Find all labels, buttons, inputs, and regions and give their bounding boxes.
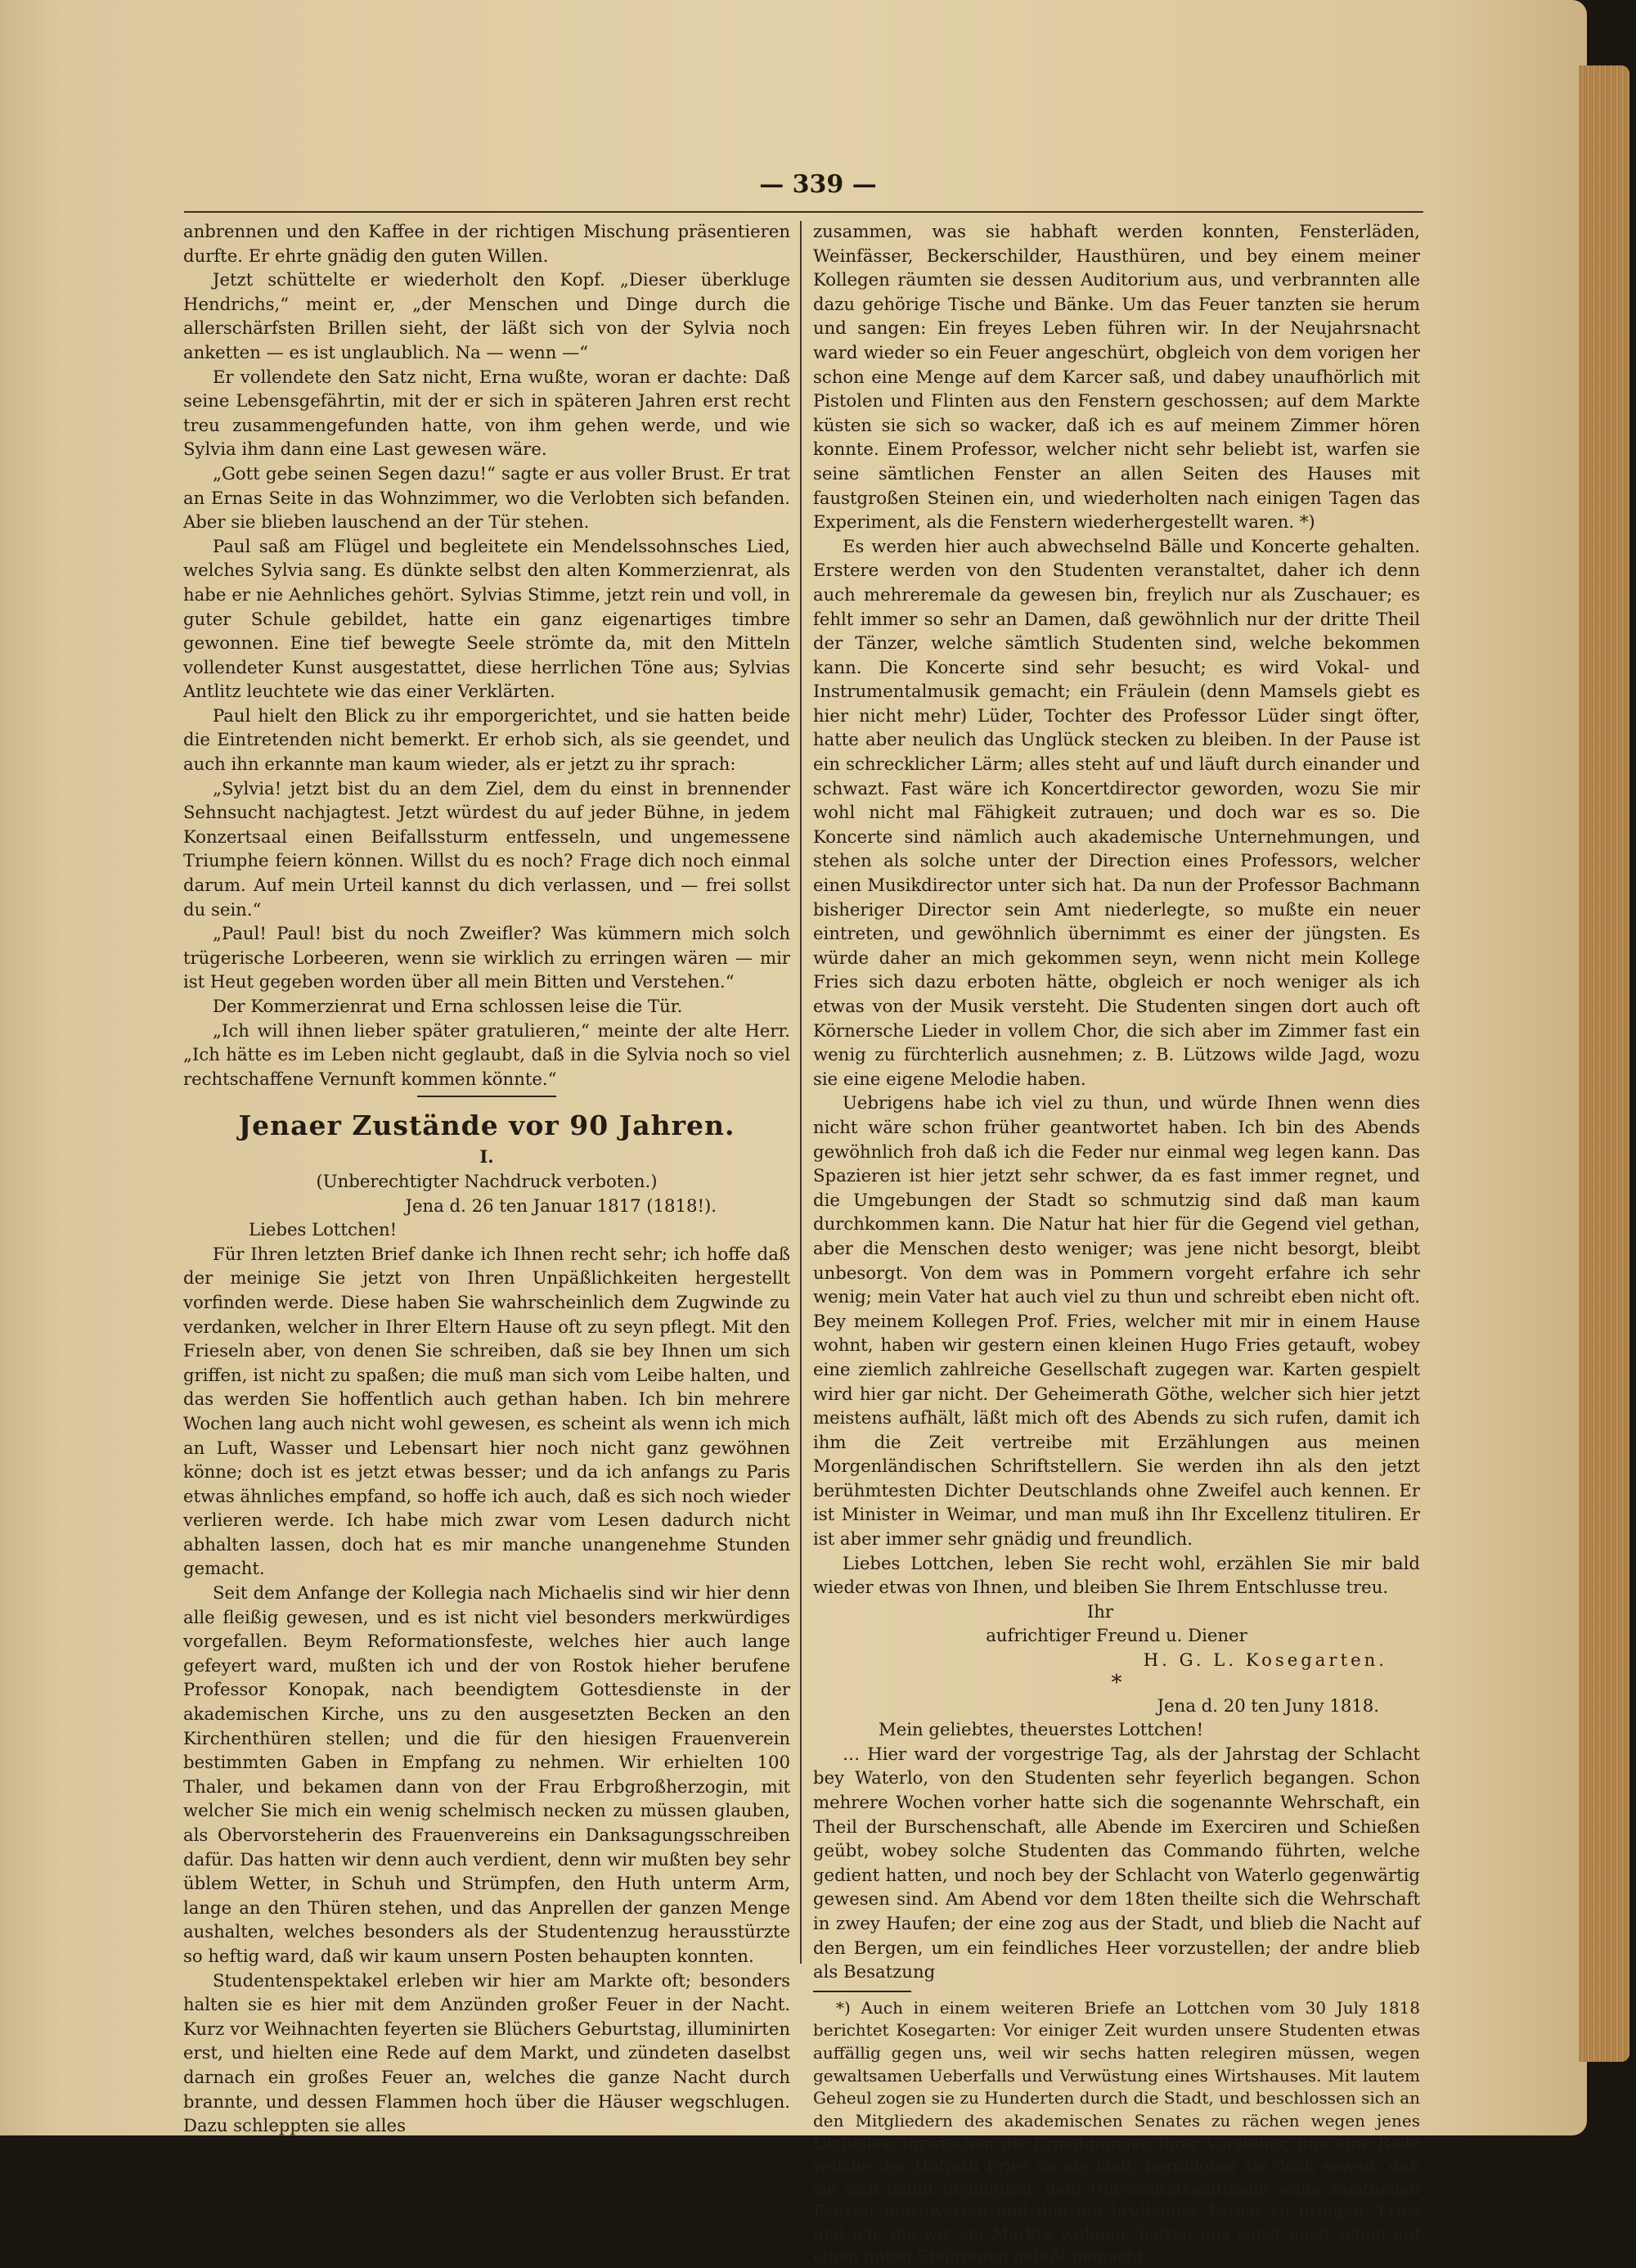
closing: Ihr [1086, 1600, 1114, 1622]
footnote-text: *) Auch in einem weiteren Briefe an Lottchen vom 30 July 1818 berichtet Kosegarten: Vor einiger Zeit wurden unsere Studenten etwas auffällig gegen uns, weil wir sechs hatten relegiren müssen, wegen gewaltsamen Ueberfalls und Verwüstung eines Wirtshauses. Mit lautem Geheul zogen sie zu Hunderten durch die Stadt, und beschlossen sich an den Mitgliedern des akademischen Senates zu rächen wegen jenes Urtheiles; inzwischen die Ermahnungen ihrer Vorsteher, und eine Rede welche der Hofrath Fries an sie hielt, beruhigten sie doch soweit, daß sie sich damit begnügten, dem Universitätsamtmann seine sämtlichen Fenster einzuwerfen und ihm ein brüllendes Pereat zu bringen. Fries und ich, die wir am Markte wohnen, hatten uns sonst auch schon auf einen guten Steinregen gefaßt gemacht. [813, 1997, 1420, 2266]
greeting: Mein geliebtes, theuerstes Lottchen! [879, 1719, 1204, 1740]
section-rule [417, 1096, 556, 1097]
paragraph: Jetzt schüttelte er wiederholt den Kopf. „Dieser überkluge Hendrichs,“ meint er, „der Menschen und Dinge durch die allerschärfsten Brillen sieht, der läßt sich von der Sylvia noch anketten — es ist unglaublich. Na — wenn —“ [183, 269, 790, 362]
page-edges [1579, 65, 1629, 2062]
reprint-note: (Unberechtigter Nachdruck verboten.) [316, 1170, 658, 1191]
article-title: Jenaer Zustände vor 90 Jahren. [238, 1109, 735, 1142]
paragraph: anbrennen und den Kaffee in der richtigen Mischung präsentieren durfte. Er ehrte gnädig den guten Willen. [183, 221, 790, 266]
column-divider [800, 221, 802, 1964]
page-number: — 339 — [759, 170, 877, 199]
paragraph: Für Ihren letzten Brief danke ich Ihnen recht sehr; ich hoffe daß der meinige Sie jetzt von Ihren Unpäßlichkeiten hergestellt vorfinden werde. Diese haben Sie wahrscheinlich dem Zugwinde zu verdanken, welcher in Ihrer Eltern Hause oft zu seyn pflegt. Mit den Frieseln aber, von denen Sie schreiben, daß sie bey Ihnen um sich griffen, ist nicht zu spaßen; die muß man sich vom Leibe halten, und das werden Sie hoffentlich auch gethan haben. Ich bin mehrere Wochen lang auch nicht wohl gewesen, es scheint als wenn ich mich an Luft, Wasser und Lebensart hier noch nicht ganz gewöhnen könne; doch ist es jetzt etwas besser; und da ich anfangs zu Paris etwas ähnliches empfand, so hoffe ich auch, daß es sich noch wieder verlieren werde. Ich habe mich zwar vom Lesen dadurch nicht abhalten lassen, doch hat es mir manche unangenehme Stunden gemacht. [183, 1243, 790, 1579]
paragraph: Seit dem Anfange der Kollegia nach Michaelis sind wir hier denn alle fleißig gewesen, und es ist nicht viel besonders merkwürdiges vorgefallen. Beym Reformationsfeste, welches hier auch lange gefeyert ward, mußten ich und der von Rostok hieher berufene Professor Konopak, nach beendigtem Gottesdienste in der akademischen Kirche, uns zu den ausgesetzten Becken an den Kirchenthüren stellen; und die für den hiesigen Frauenverein bestimmten Gaben in Empfang zu nehmen. Wir erhielten 100 Thaler, und bekamen dann von der Frau Erbgroßherzogin, mit welcher Sie mich ein wenig schelmisch necken zu müssen glauben, als Obervorsteherin des Frauenvereins ein Danksagungsschreiben dafür. Das hatten wir denn auch verdient, denn wir mußten bey sehr üblem Wetter, in Schuh und Strümpfen, den Huth unterm Arm, lange an den Thüren stehen, und das Anprellen der ganzen Menge aushalten, welches besonders als der Studentenzug herausstürzte so heftig ward, daß wir kaum unsern Posten behaupten konnten. [183, 1582, 790, 1966]
paragraph: Paul hielt den Blick zu ihr emporgerichtet, und sie hatten beide die Eintretenden nicht bemerkt. Er erhob sich, als sie geendet, und auch ihn erkannte man kaum wieder, als er jetzt zu ihr sprach: [183, 704, 790, 775]
paragraph: … Hier ward der vorgestrige Tag, als der Jahrstag der Schlacht bey Waterlo, von den Studenten sehr feyerlich begangen. Schon mehrere Wochen vorher hatte sich die sogenannte Wehrschaft, ein Theil der Burschenschaft, alle Abende im Exerciren und Schießen geübt, wobey solche Studenten das Commando führten, welche gedient hatten, und noch bey der Schlacht von Waterlo gegenwärtig gewesen sind. Am Abend vor dem 18ten theilte sich die Wehrschaft in zwey Haufen; der eine zog aus der Stadt, und blieb die Nacht auf den Bergen, um ein feindliches Heer vorzustellen; der andre blieb als Besatzung [813, 1743, 1420, 1982]
greeting: Liebes Lottchen! [249, 1219, 398, 1240]
paragraph: Studentenspektakel erleben wir hier am Markte oft; besonders halten sie es hier mit dem Anzünden großer Feuer in der Nacht. Kurz vor Weihnachten feyerten sie Blüchers Geburtstag, illuminirten erst, und hielten eine Rede auf dem Markt, und zündeten daselbst darnach ein großes Feuer an, welches die ganze Nacht durch brannte, und dessen Flammen hoch über die Häuser wegschlugen. Dazu schleppten sie alles [183, 1969, 790, 2136]
paragraph: Der Kommerzienrat und Erna schlossen leise die Tür. [213, 996, 683, 1016]
dateline: Jena d. 20 ten Juny 1818. [1157, 1694, 1379, 1716]
dateline: Jena d. 26 ten Januar 1817 (1818!). [405, 1195, 717, 1216]
article-part: I. [479, 1146, 494, 1168]
signature-name: H. G. L. Kosegarten. [1143, 1649, 1387, 1671]
right-column [813, 219, 1420, 2268]
header-rule [184, 211, 1423, 213]
paragraph: Er vollendete den Satz nicht, Erna wußte, woran er dachte: Daß seine Lebensgefährtin, mit der er sich in späteren Jahren erst recht treu zusammengefunden hatte, von ihm gehen werde, und wie Sylvia ihm dann eine Last gewesen wäre. [183, 366, 790, 460]
left-column [183, 219, 790, 2138]
paragraph: zusammen, was sie habhaft werden konnten, Fensterläden, Weinfässer, Beckerschilder, Hausthüren, und bey einem meiner Kollegen räumten sie dessen Auditorium aus, und verbrannten alle dazu gehörige Tische und Bänke. Um das Feuer tanzten sie herum und sangen: Ein freyes Leben führen wir. In der Neujahrsnacht ward wieder so ein Feuer angeschürt, obgleich von dem vorigen her schon eine Menge auf dem Karcer saß, und dabey unaufhörlich mit Pistolen und Flinten aus den Fenstern geschossen; auf dem Markte küsten sie sich so wacker, daß ich es auf meinem Zimmer hören konnte. Einem Professor, welcher nicht sehr beliebt ist, warfen sie seine sämtlichen Fenster an allen Seiten des Hauses mit faustgroßen Steinen ein, und wiederholten nach einigen Tagen das Experiment, als die Fenstern wiederhergestellt waren. *) [813, 221, 1420, 533]
paragraph: „Ich will ihnen lieber später gratulieren,“ meinte der alte Herr. „Ich hätte es im Leben nicht geglaubt, daß in die Sylvia noch so viel rechtschaffene Vernunft kommen könnte.“ [183, 1019, 790, 1089]
footnote [813, 1997, 1420, 2268]
paragraph: „Paul! Paul! bist du noch Zweifler? Was kümmern mich solch trügerische Lorbeeren, wenn sie wirklich zu erringen wären — mir ist Heut gegeben worden über all mein Bitten und Verstehen.“ [183, 923, 790, 992]
paragraph: „Sylvia! jetzt bist du an dem Ziel, dem du einst in brennender Sehnsucht nachjagtest. Jetzt würdest du auf jeder Bühne, in jedem Konzertsaal einen Beifallssturm entfesseln, und ungemessene Triumphe feiern können. Willst du es noch? Frage dich noch einmal darum. Auf mein Urteil kannst du dich verlassen, und — frei sollst du sein.“ [183, 777, 790, 920]
paragraph: „Gott gebe seinen Segen dazu!“ sagte er aus voller Brust. Er trat an Ernas Seite in das Wohnzimmer, wo die Verlobten sich befanden. Aber sie blieben lauschend an der Tür stehen. [183, 462, 790, 533]
paragraph: Es werden hier auch abwechselnd Bälle und Koncerte gehalten. Erstere werden von den Studenten veranstaltet, daher ich denn auch mehreremale da gewesen bin, freylich nur als Zuschauer; es fehlt immer so sehr an Damen, daß gewöhnlich nur der dritte Theil der Tänzer, welche sämtlich Studenten sind, welche bekommen kann. Die Koncerte sind sehr besucht; es wird Vokal- und Instrumentalmusik gemacht; ein Fräulein (denn Mamsels giebt es hier nicht mehr) Lüder, Tochter des Professor Lüder singt öfter, hatte aber neulich das Unglück stecken zu bleiben. In der Pause ist ein schrecklicher Lärm; alles steht auf und läuft durch einander und schwazt. Fast wäre ich Koncertdirector geworden, wozu Sie mir wohl nicht mal Fähigkeit zutrauen; und doch war es so. Die Koncerte sind nämlich auch akademische Unternehmungen, und stehen als solche unter der Direction eines Professors, welcher einen Musikdirector unter sich hat. Da nun der Professor Bachmann bisheriger Director sein Amt niederlegte, so mußte ein neuer eintreten, und gewöhnlich übernimmt es einer der jüngsten. Es würde daher an mich gekommen seyn, wenn nicht mein Kollege Fries sich dazu erboten hätte, obgleich er noch weniger als ich etwas von der Musik versteht. Die Studenten singen dort auch oft Körnersche Lieder in vollem Chor, die sich aber im Zimmer fast ein wenig zu fürchterlich ausnehmen; z. B. Lützows wilde Jagd, wozu sie eine eigene Melodie haben. [813, 535, 1420, 1089]
section-star: * [1111, 1670, 1122, 1695]
paragraph: Paul saß am Flügel und begleitete ein Mendelssohnsches Lied, welches Sylvia sang. Es dünkte selbst den alten Kommerzienrat, als habe er nie Aehnliches gehört. Sylvias Stimme, jetzt rein und voll, in guter Schule gebildet, hatte ein ganz eigenartiges timbre gewonnen. Eine tief bewegte Seele strömte da, mit den Mitteln vollendeter Kunst ausgestattet, diese herrlichen Töne aus; Sylvias Antlitz leuchtete wie das einer Verklärten. [183, 535, 790, 702]
closing-line: aufrichtiger Freund u. Diener [986, 1625, 1247, 1646]
paragraph: Uebrigens habe ich viel zu thun, und würde Ihnen wenn dies nicht wäre schon früher geantwortet haben. Ich bin des Abends gewöhnlich froh daß ich die Feder nur einmal weg legen kann. Das Spazieren ist hier jetzt sehr schwer, da es fast immer regnet, und die Umgebungen der Stadt so schmutzig sind daß man kaum durchkommen kann. Die Natur hat hier für die Gegend viel gethan, aber die Menschen desto weniger; was jene nicht besorgt, bleibt unbesorgt. Von dem was in Pommern vorgeht erfahre ich sehr wenig; mein Vater hat auch viel zu thun und schreibt eben nicht oft. Bey meinem Kollegen Prof. Fries, welcher mit mir in einem Hause wohnt, haben wir gestern einen kleinen Hugo Fries getauft, wobey eine ziemlich zahlreiche Gesellschaft zugegen war. Karten gespielt wird hier gar nicht. Der Geheimerath Göthe, welcher sich hier jetzt meistens aufhält, läßt mich oft des Abends zu sich rufen, damit ich ihm die Zeit vertreibe mit Erzählungen aus meinen Morgenländischen Schriftstellern. Sie werden ihn als den jetzt berühmtesten Dichter Deutschlands ohne Zweifel auch kennen. Er ist Minister in Weimar, und man muß ihn Ihr Excellenz tituliren. Er ist aber immer sehr gnädig und freundlich. [813, 1092, 1420, 1550]
paragraph: Liebes Lottchen, leben Sie recht wohl, erzählen Sie mir bald wieder etwas von Ihnen, und bleiben Sie Ihrem Entschlusse treu. [813, 1552, 1420, 1598]
footnote-rule [813, 1991, 911, 1992]
